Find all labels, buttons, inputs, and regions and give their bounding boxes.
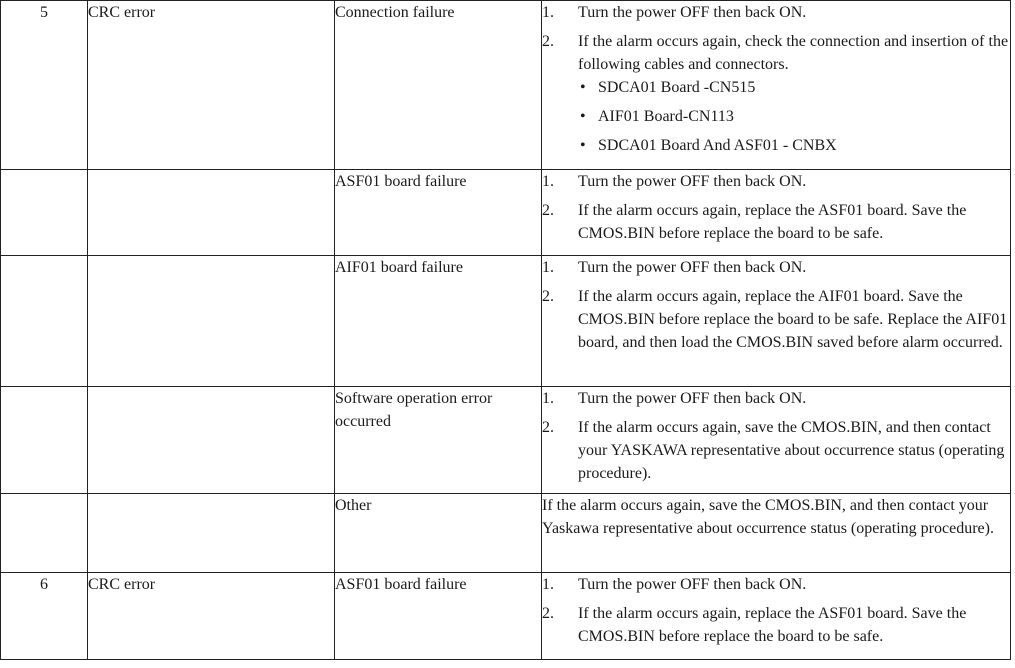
remedy-cell: [542, 256, 1011, 387]
remedy-step: 1. Turn the power OFF then back ON.: [542, 173, 807, 190]
list-item: • SDCA01 Board And ASF01 - CNBX: [580, 134, 1010, 157]
alarm-name: [88, 256, 335, 387]
table-row: [1, 573, 1011, 660]
remedy-step: 2. If the alarm occurs again, replace the ASF01 board. Save the CMOS.BIN before replace the board to be safe.: [542, 605, 967, 645]
remedy-step: 2. If the alarm occurs again, replace the AIF01 board. Save the CMOS.BIN before replace the board to be safe. Replace the AIF01 board, and then load the CMOS.BIN saved before alarm occurred.: [542, 288, 1008, 351]
remedy-cell: [542, 573, 1011, 660]
remedy-step: 2. If the alarm occurs again, replace the ASF01 board. Save the CMOS.BIN before replace the board to be safe.: [542, 202, 967, 242]
connector-list: [542, 76, 1010, 157]
bullet-icon: •: [580, 137, 586, 154]
cause-cell: AIF01 board failure: [335, 256, 542, 387]
remedy-step: 1. Turn the power OFF then back ON.: [542, 4, 807, 21]
remedy-step: 1. Turn the power OFF then back ON.: [542, 390, 807, 407]
alarm-number: [1, 170, 88, 256]
remedy-cell: [542, 170, 1011, 256]
remedy-cell: [542, 1, 1011, 170]
bullet-icon: •: [580, 108, 586, 125]
remedy-step: 2. If the alarm occurs again, check the connection and insertion of the following cables and connectors.: [542, 33, 1009, 73]
remedy-text: If the alarm occurs again, save the CMOS.BIN, and then contact your Yaskawa representative about occurrence status (operating procedure).: [542, 497, 994, 537]
alarm-name: [88, 170, 335, 256]
bullet-icon: •: [580, 79, 586, 96]
remedy-step: 1. Turn the power OFF then back ON.: [542, 259, 807, 276]
alarm-name: CRC error: [88, 1, 335, 170]
alarm-number: [1, 256, 88, 387]
table-row: [1, 256, 1011, 387]
table-row: [1, 494, 1011, 573]
table-row: [1, 1, 1011, 170]
table-row: [1, 170, 1011, 256]
cause-cell: Connection failure: [335, 1, 542, 170]
remedy-step: 1. Turn the power OFF then back ON.: [542, 576, 807, 593]
alarm-name: [88, 494, 335, 573]
alarm-number: [1, 387, 88, 494]
list-item: • SDCA01 Board -CN515: [580, 76, 1010, 99]
cause-cell: ASF01 board failure: [335, 573, 542, 660]
alarm-number: [1, 494, 88, 573]
alarm-name: [88, 387, 335, 494]
cause-cell: Other: [335, 494, 542, 573]
list-item: • AIF01 Board-CN113: [580, 105, 1010, 128]
table-row: [1, 387, 1011, 494]
alarm-number: 5: [1, 1, 88, 170]
alarm-number: 6: [1, 573, 88, 660]
remedy-step: 2. If the alarm occurs again, save the CMOS.BIN, and then contact your YASKAWA representative about occurrence status (operating procedure).: [542, 419, 1005, 482]
remedy-cell: [542, 387, 1011, 494]
cause-cell: Software operation error occurred: [335, 387, 542, 494]
remedy-cell: [542, 494, 1011, 573]
cause-cell: ASF01 board failure: [335, 170, 542, 256]
alarm-name: CRC error: [88, 573, 335, 660]
